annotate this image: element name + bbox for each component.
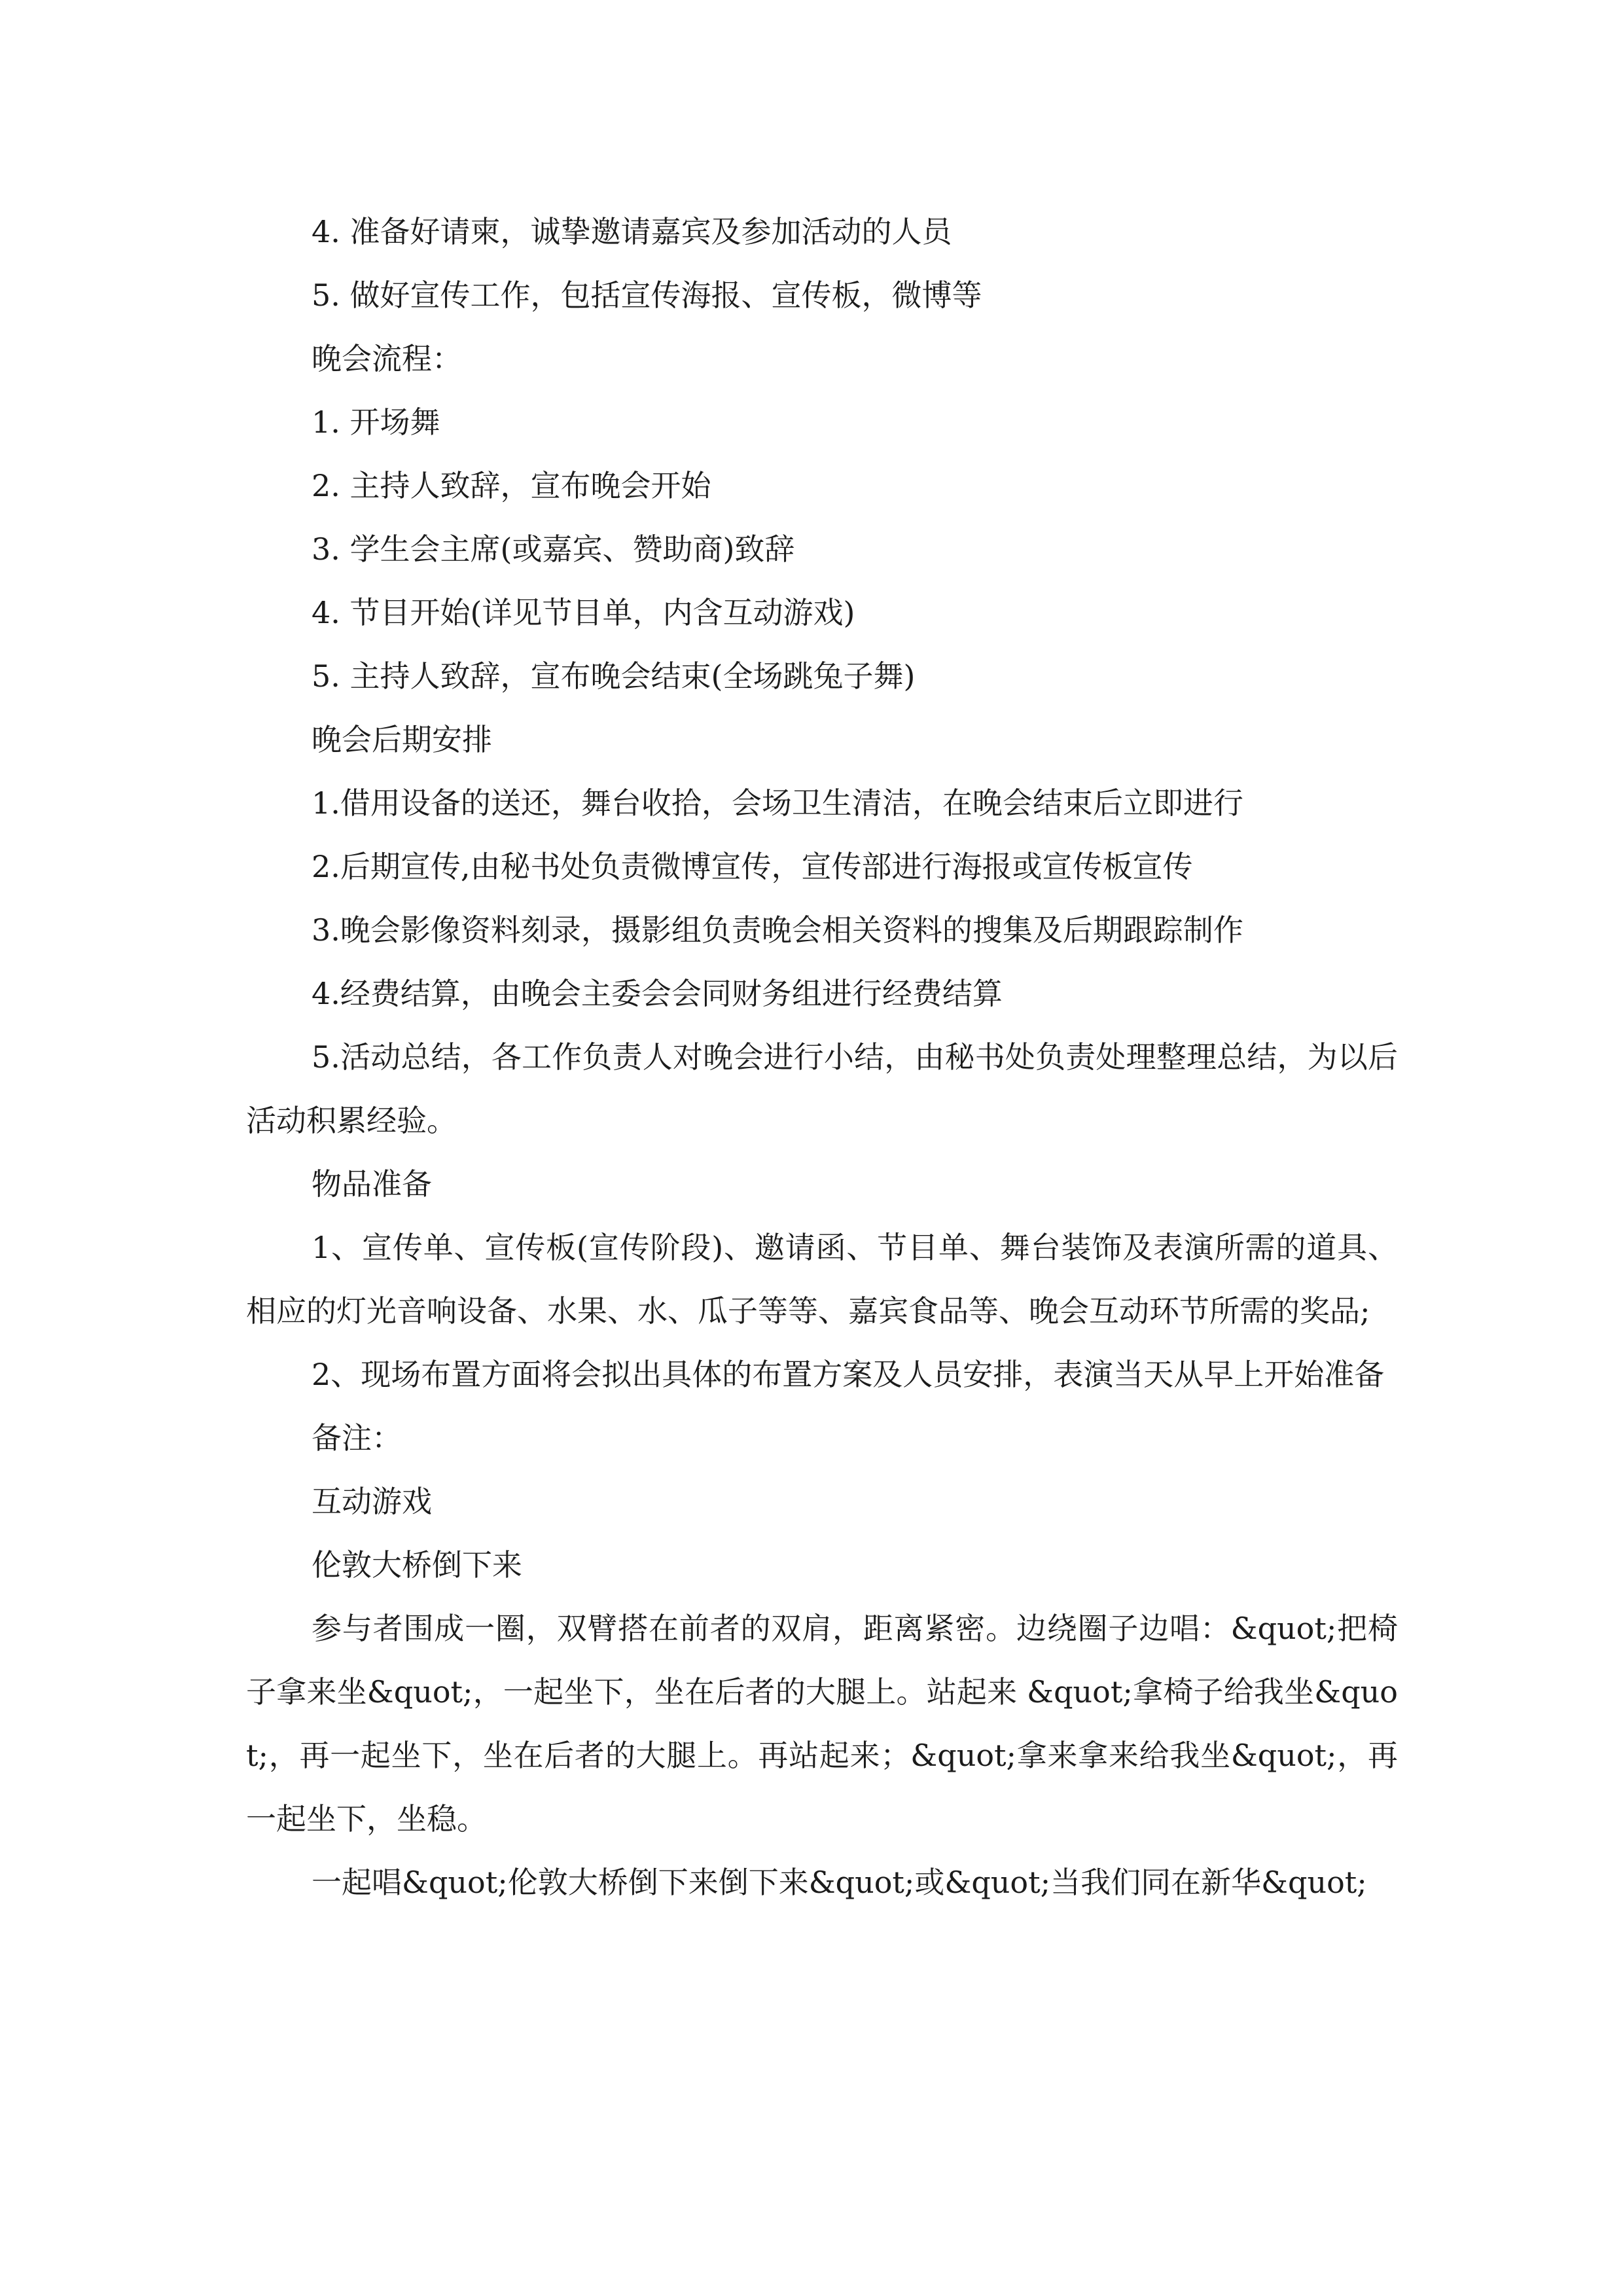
after-heading: 晚会后期安排 <box>312 722 492 757</box>
flow-item: 5. 主持人致辞，宣布晚会结束(全场跳兔子舞) <box>312 658 916 694</box>
document-body <box>246 200 1398 1914</box>
materials-item: 1、宣传单、宣传板(宣传阶段)、邀请函、节目单、舞台装饰及表演所需的道具、相应的灯光音响设备、水果、水、瓜子等等、嘉宾食品等、晚会互动环节所需的奖品; <box>246 1230 1398 1329</box>
flow-item: 4. 节目开始(详见节目单，内含互动游戏) <box>312 595 855 630</box>
after-item: 2.后期宣传,由秘书处负责微博宣传，宣传部进行海报或宣传板宣传 <box>312 849 1193 884</box>
flow-heading: 晚会流程： <box>312 341 462 376</box>
prep-item-5: 5. 做好宣传工作，包括宣传海报、宣传板，微博等 <box>312 278 982 313</box>
after-item: 5.活动总结，各工作负责人对晚会进行小结，由秘书处负责处理整理总结，为以后活动积累经验。 <box>246 1039 1398 1138</box>
game-title: 伦敦大桥倒下来 <box>312 1547 522 1583</box>
flow-item: 2. 主持人致辞，宣布晚会开始 <box>312 468 711 503</box>
after-item: 4.经费结算，由晚会主委会会同财务组进行经费结算 <box>312 976 1003 1011</box>
notes-heading: 备注： <box>312 1420 402 1456</box>
game-paragraph: 一起唱&quot;伦敦大桥倒下来倒下来&quot;或&quot;当我们同在新华&quot; <box>312 1865 1367 1900</box>
prep-item-4: 4. 准备好请柬，诚挚邀请嘉宾及参加活动的人员 <box>312 214 952 249</box>
materials-heading: 物品准备 <box>312 1166 432 1202</box>
after-item: 3.晚会影像资料刻录，摄影组负责晚会相关资料的搜集及后期跟踪制作 <box>312 912 1243 948</box>
game-paragraph: 参与者围成一圈，双臂搭在前者的双肩，距离紧密。边绕圈子边唱：&quot;把椅子拿来坐&quot;，一起坐下，坐在后者的大腿上。站起来 &quot;拿椅子给我坐&quot;，再一起坐下，坐在后者的大腿上。再站起来；&quot;拿来拿来给我坐&quot;，再一起坐下，坐稳。 <box>246 1611 1398 1837</box>
flow-item: 3. 学生会主席(或嘉宾、赞助商)致辞 <box>312 531 795 567</box>
game-section-heading: 互动游戏 <box>312 1484 432 1519</box>
after-item: 1.借用设备的送还，舞台收拾，会场卫生清洁，在晚会结束后立即进行 <box>312 785 1243 821</box>
materials-item: 2、现场布置方面将会拟出具体的布置方案及人员安排，表演当天从早上开始准备 <box>312 1357 1385 1392</box>
flow-item: 1. 开场舞 <box>312 404 440 440</box>
